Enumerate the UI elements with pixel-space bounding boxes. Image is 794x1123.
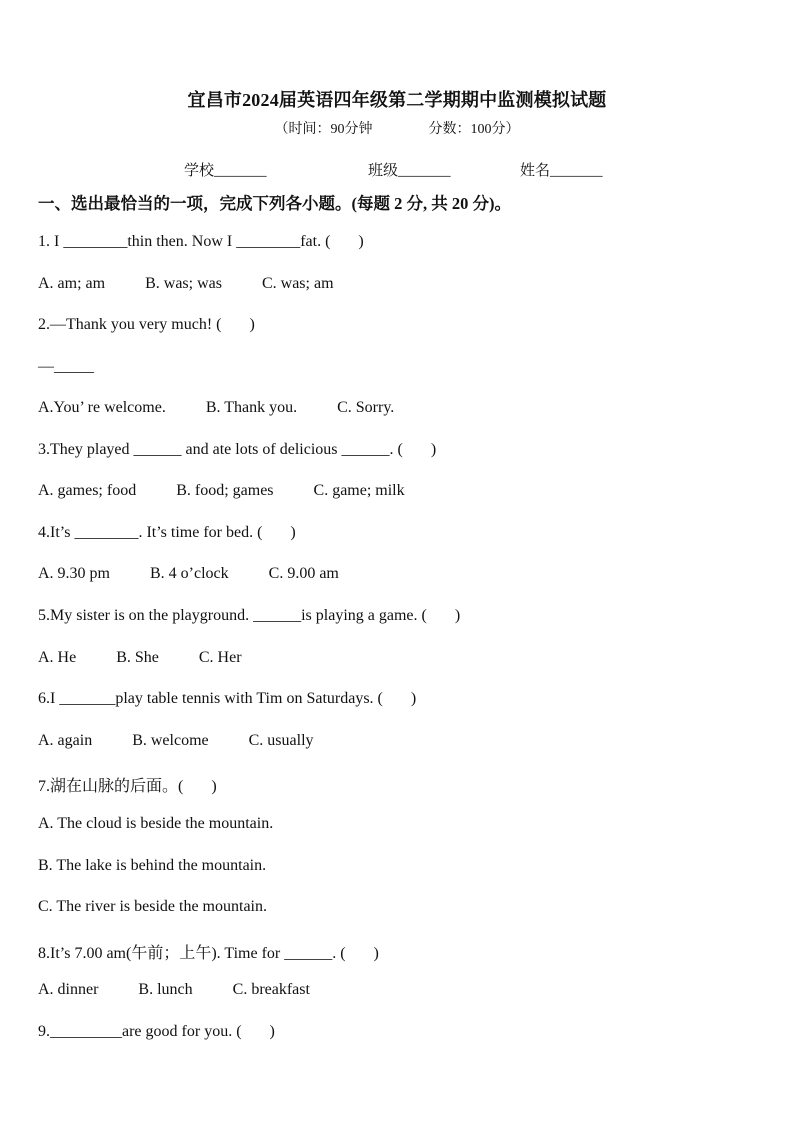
name-field: 姓名_______ [520,163,603,179]
question-3: 3.They played ______ and ate lots of delicious ______. ( ) [38,441,437,458]
question-6: 6.I _______play table tennis with Tim on Saturdays. ( ) [38,690,417,707]
question-4-options: A. 9.30 pm B. 4 o’clock C. 9.00 am [38,565,339,582]
question-7-option-a: A. The cloud is beside the mountain. [38,815,274,832]
school-field: 学校_______ [184,163,267,179]
question-3-options: A. games; food B. food; games C. game; milk [38,482,405,499]
question-7-option-c: C. The river is beside the mountain. [38,898,267,915]
question-2-response: —_____ [38,358,94,375]
question-8-options: A. dinner B. lunch C. breakfast [38,981,310,998]
exam-title: 宜昌市2024届英语四年级第二学期期中监测模拟试题 [187,90,607,110]
question-6-options: A. again B. welcome C. usually [38,732,314,749]
question-1: 1. I ________thin then. Now I ________fat. ( ) [38,233,364,250]
question-5: 5.My sister is on the playground. ______is playing a game. ( ) [38,607,461,624]
question-2: 2.—Thank you very much! ( ) [38,316,255,333]
question-9: 9._________are good for you. ( ) [38,1023,275,1040]
question-5-options: A. He B. She C. Her [38,649,242,666]
section-heading: 一、选出最恰当的一项，完成下列各小题。(每题 2 分, 共 20 分)。 [38,194,511,213]
question-4: 4.It’s ________. It’s time for bed. ( ) [38,524,296,541]
question-2-options: A.You’ re welcome. B. Thank you. C. Sorry. [38,399,395,416]
question-1-options: A. am; am B. was; was C. was; am [38,275,334,292]
question-7-option-b: B. The lake is behind the mountain. [38,857,267,874]
exam-subtitle: （时间：90分钟 分数：100分） [274,122,520,137]
question-7: 7.湖在山脉的后面。( ) [38,778,217,795]
question-8: 8.It’s 7.00 am(午前；上午). Time for ______. ( ) [38,945,379,962]
class-field: 班级_______ [368,163,451,179]
